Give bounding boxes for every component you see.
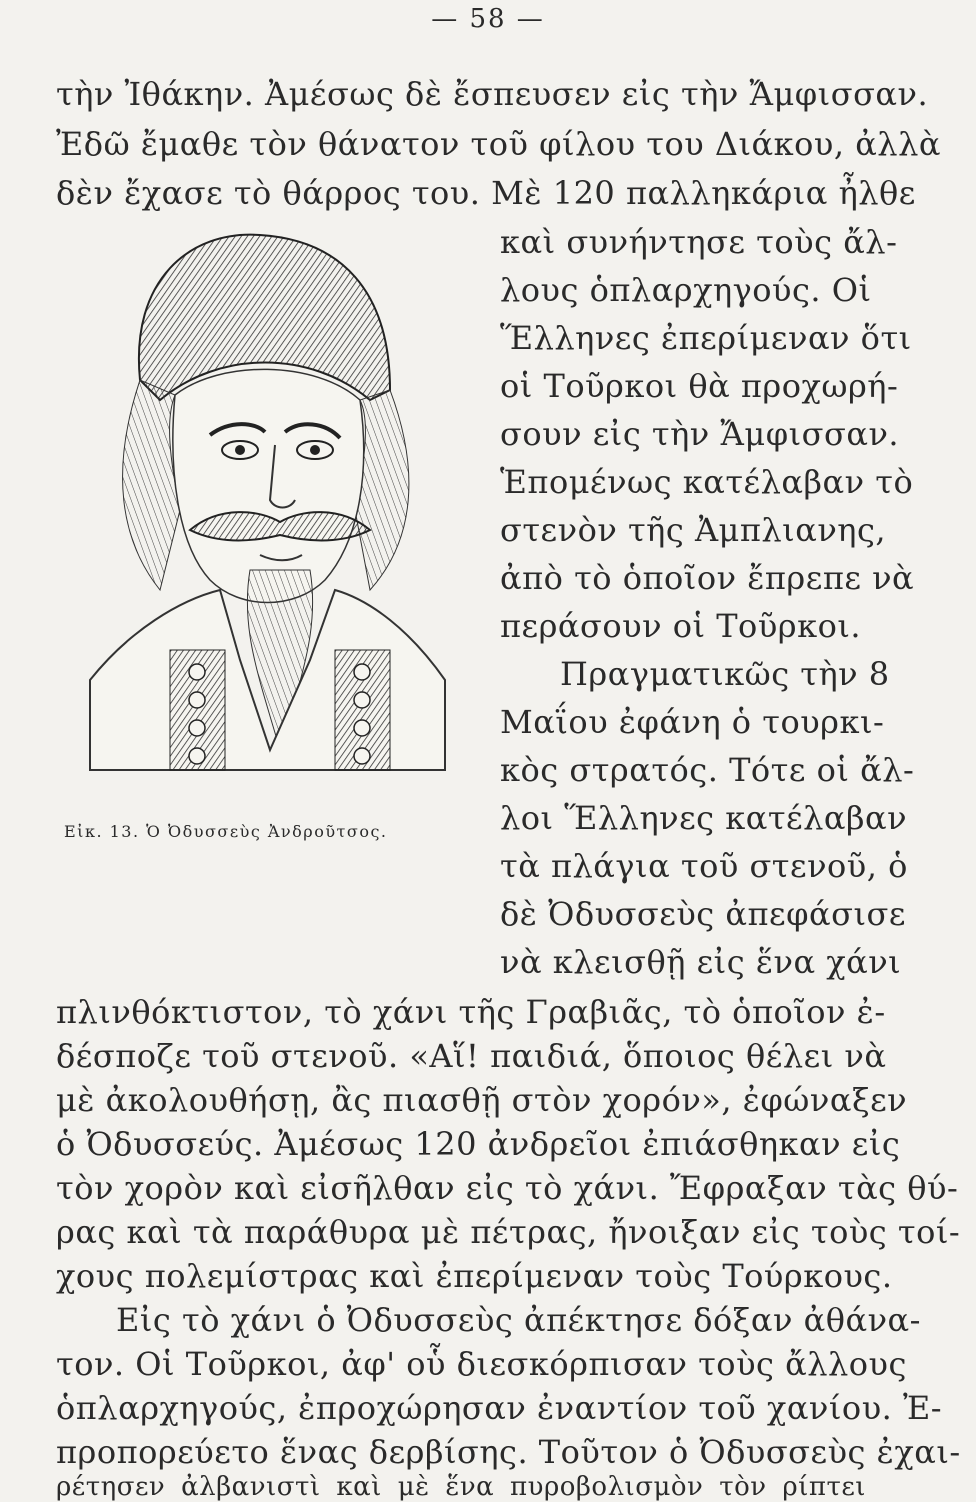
text-line: προπορεύετο ἕνας δερβίσης. Τοῦτον ὁ Ὀδυσσεὺς ἐχαι- — [56, 1433, 961, 1471]
text-line: Πραγματικῶς τὴν 8 — [560, 655, 890, 693]
page-number: — 58 — — [431, 4, 545, 34]
text-line: Εἰς τὸ χάνι ὁ Ὀδυσσεὺς ἀπέκτησε δόξαν ἀθάνα- — [116, 1301, 921, 1339]
text-line: Ἕλληνες ἐπερίμεναν ὅτι — [500, 319, 912, 357]
portrait-engraving — [70, 210, 450, 820]
face — [173, 369, 364, 602]
text-line: ρέτησεν ἀλβανιστὶ καὶ μὲ ἕνα πυροβολισμὸν τὸν ρίπτει — [56, 1472, 866, 1502]
text-line: τὸν χορὸν καὶ εἰσῆλθαν εἰς τὸ χάνι. Ἔφραξαν τὰς θύ- — [56, 1169, 959, 1207]
text-line: σουν εἰς τὴν Ἄμφισσαν. — [500, 415, 900, 453]
text-line: ἀπὸ τὸ ὁποῖον ἔπρεπε νὰ — [500, 559, 915, 597]
hair — [123, 380, 180, 590]
text-line: περάσουν οἱ Τοῦρκοι. — [500, 607, 862, 645]
text-line: δὲ Ὀδυσσεὺς ἀπεφάσισε — [500, 895, 906, 933]
text-line: οἱ Τοῦρκοι θὰ προχωρή- — [500, 367, 899, 405]
text-line: μὲ ἀκολουθήσῃ, ἂς πιασθῇ στὸν χορόν», ἐφώναξεν — [56, 1081, 908, 1119]
text-line: ὁπλαρχηγούς, ἐπροχώρησαν ἐναντίον τοῦ χανίου. Ἐ- — [56, 1389, 943, 1427]
text-line: στενὸν τῆς Ἀμπλιανης, — [500, 511, 887, 549]
text-line: λους ὁπλαρχηγούς. Οἱ — [500, 271, 872, 309]
text-line: Μαΐου ἐφάνη ὁ τουρκι- — [500, 703, 885, 741]
text-line: νὰ κλεισθῇ εἰς ἕνα χάνι — [500, 943, 902, 981]
text-line: τὰ πλάγια τοῦ στενοῦ, ὁ — [500, 847, 908, 885]
text-line: πλινθόκτιστον, τὸ χάνι τῆς Γραβιᾶς, τὸ ὁποῖον ἐ- — [56, 993, 886, 1031]
text-line: χους πολεμίστρας καὶ ἐπερίμεναν τοὺς Τούρκους. — [56, 1257, 893, 1295]
text-line: τον. Οἱ Τοῦρκοι, ἀφ' οὗ διεσκόρπισαν τοὺς ἄλλους — [56, 1345, 907, 1383]
text-line: ρας καὶ τὰ παράθυρα μὲ πέτρας, ἤνοιξαν εἰς τοὺς τοί- — [56, 1213, 961, 1251]
text-line: ὁ Ὀδυσσεύς. Ἀμέσως 120 ἀνδρεῖοι ἐπιάσθηκαν εἰς — [56, 1125, 901, 1163]
text-line: λοι Ἕλληνες κατέλαβαν — [500, 799, 908, 837]
text-line: καὶ συνήντησε τοὺς ἄλ- — [500, 223, 898, 261]
text-line: τὴν Ἰθάκην. Ἀμέσως δὲ ἔσπευσεν εἰς τὴν Ἄμφισσαν. — [56, 75, 929, 113]
text-line: δέσποζε τοῦ στενοῦ. «Αἵ! παιδιά, ὅποιος θέλει νὰ — [56, 1037, 887, 1075]
text-line: δὲν ἔχασε τὸ θάρρος του. Μὲ 120 παλληκάρια ἦλθε — [56, 174, 916, 212]
text-line: Ἑπομένως κατέλαβαν τὸ — [500, 463, 914, 501]
figure-caption: Εἰκ. 13. Ὁ Ὀδυσσεὺς Ἀνδροῦτσος. — [64, 822, 388, 841]
text-line: Ἐδῶ ἔμαθε τὸν θάνατον τοῦ φίλου του Διάκου, ἀλλὰ — [56, 125, 941, 163]
text-line: κὸς στρατός. Τότε οἱ ἄλ- — [500, 751, 915, 789]
